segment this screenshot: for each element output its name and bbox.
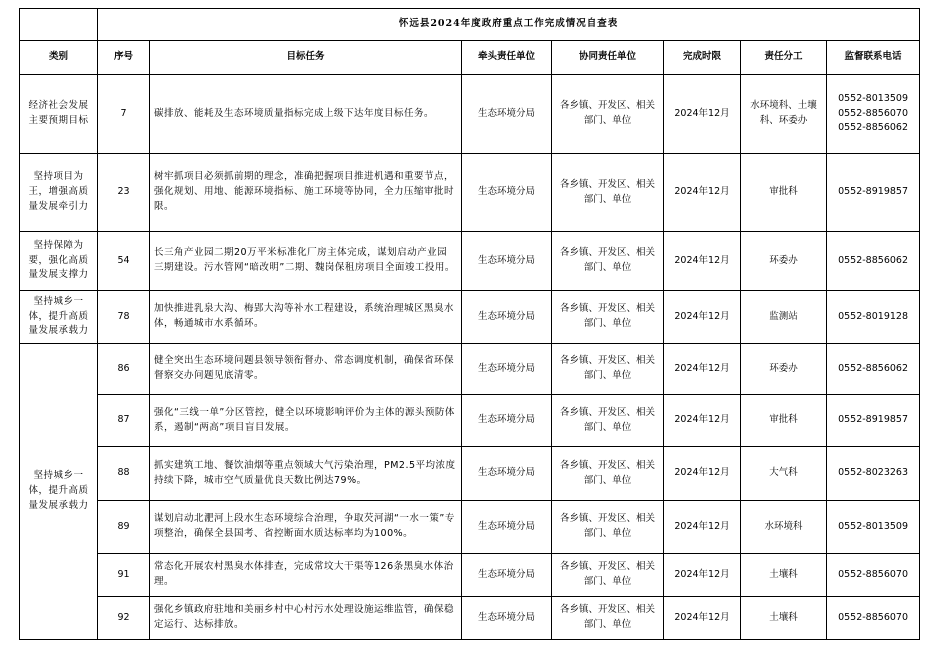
task-cell: 长三角产业园二期20万平米标准化厂房主体完成，谋划启动产业园三期建设。污水管网“暗改明”二期、魏岗保租房项目全面竣工投用。 (150, 232, 462, 291)
work-table (19, 8, 920, 640)
seq-cell: 54 (98, 232, 150, 291)
phone-cell: 0552-8023263 (827, 447, 920, 501)
title-row (20, 9, 920, 41)
deadline-cell: 2024年12月 (664, 395, 741, 447)
header-task: 目标任务 (150, 41, 462, 75)
deadline-cell: 2024年12月 (664, 154, 741, 232)
task-cell: 健全突出生态环境问题县领导领衔督办、常态调度机制，确保省环保督察交办问题见底清零。 (150, 344, 462, 395)
deadline-cell: 2024年12月 (664, 232, 741, 291)
task-cell: 加快推进乳泉大沟、梅郢大沟等补水工程建设，系统治理城区黑臭水体，畅通城市水系循环。 (150, 291, 462, 344)
task-cell: 树牢抓项目必须抓前期的理念，准确把握项目推进机遇和重要节点，强化规划、用地、能源环境指标、施工环境等协同，全力压缩审批时限。 (150, 154, 462, 232)
seq-cell: 78 (98, 291, 150, 344)
phone-cell: 0552-8013509 (827, 501, 920, 554)
table-row (20, 597, 920, 640)
header-deadline: 完成时限 (664, 41, 741, 75)
lead-unit-cell: 生态环境分局 (462, 395, 552, 447)
category-cell: 坚持项目为王，增强高质量发展牵引力 (20, 154, 98, 232)
task-cell: 强化乡镇政府驻地和美丽乡村中心村污水处理设施运维监管，确保稳定运行、达标排放。 (150, 597, 462, 640)
table-row (20, 154, 920, 232)
task-cell: 碳排放、能耗及生态环境质量指标完成上级下达年度目标任务。 (150, 75, 462, 154)
deadline-cell: 2024年12月 (664, 75, 741, 154)
seq-cell: 87 (98, 395, 150, 447)
division-cell: 大气科 (741, 447, 827, 501)
category-cell: 坚持城乡一体，提升高质量发展承载力 (20, 344, 98, 640)
table-row (20, 554, 920, 597)
division-cell: 环委办 (741, 232, 827, 291)
lead-unit-cell: 生态环境分局 (462, 344, 552, 395)
seq-cell: 7 (98, 75, 150, 154)
division-cell: 水环境科、土壤科、环委办 (741, 75, 827, 154)
task-cell: 强化“三线一单”分区管控，健全以环境影响评价为主体的源头预防体系，遏制“两高”项目盲目发展。 (150, 395, 462, 447)
header-division: 责任分工 (741, 41, 827, 75)
lead-unit-cell: 生态环境分局 (462, 154, 552, 232)
phone-cell: 0552-8856062 (827, 232, 920, 291)
lead-unit-cell: 生态环境分局 (462, 447, 552, 501)
phone-cell: 0552-8013509 0552-8856070 0552-8856062 (827, 75, 920, 154)
task-cell: 谋划启动北淝河上段水生态环境综合治理，争取芡河湖“一水一策”专项整治，确保全县国考、省控断面水质达标率均为100%。 (150, 501, 462, 554)
header-seq: 序号 (98, 41, 150, 75)
phone-cell: 0552-8856070 (827, 597, 920, 640)
co-unit-cell: 各乡镇、开发区、相关部门、单位 (552, 344, 664, 395)
task-cell: 常态化开展农村黑臭水体排查，完成常坟大干渠等126条黑臭水体治理。 (150, 554, 462, 597)
lead-unit-cell: 生态环境分局 (462, 501, 552, 554)
division-cell: 土壤科 (741, 597, 827, 640)
category-cell: 经济社会发展主要预期目标 (20, 75, 98, 154)
table-row (20, 291, 920, 344)
header-phone: 监督联系电话 (827, 41, 920, 75)
co-unit-cell: 各乡镇、开发区、相关部门、单位 (552, 447, 664, 501)
co-unit-cell: 各乡镇、开发区、相关部门、单位 (552, 154, 664, 232)
table-row (20, 344, 920, 395)
header-category: 类别 (20, 41, 98, 75)
page-title: 怀远县2024年度政府重点工作完成情况自查表 (98, 9, 920, 41)
lead-unit-cell: 生态环境分局 (462, 75, 552, 154)
co-unit-cell: 各乡镇、开发区、相关部门、单位 (552, 554, 664, 597)
task-cell: 抓实建筑工地、餐饮油烟等重点领域大气污染治理，PM2.5平均浓度持续下降，城市空气质量优良天数比例达79%。 (150, 447, 462, 501)
table-row (20, 75, 920, 154)
lead-unit-cell: 生态环境分局 (462, 554, 552, 597)
category-cell: 坚持保障为要，强化高质量发展支撑力 (20, 232, 98, 291)
co-unit-cell: 各乡镇、开发区、相关部门、单位 (552, 597, 664, 640)
co-unit-cell: 各乡镇、开发区、相关部门、单位 (552, 75, 664, 154)
seq-cell: 23 (98, 154, 150, 232)
lead-unit-cell: 生态环境分局 (462, 232, 552, 291)
category-cell: 坚持城乡一体，提升高质量发展承载力 (20, 291, 98, 344)
deadline-cell: 2024年12月 (664, 447, 741, 501)
division-cell: 审批科 (741, 395, 827, 447)
division-cell: 审批科 (741, 154, 827, 232)
phone-cell: 0552-8856070 (827, 554, 920, 597)
co-unit-cell: 各乡镇、开发区、相关部门、单位 (552, 501, 664, 554)
seq-cell: 89 (98, 501, 150, 554)
phone-cell: 0552-8856062 (827, 344, 920, 395)
division-cell: 监测站 (741, 291, 827, 344)
phone-cell: 0552-8919857 (827, 395, 920, 447)
deadline-cell: 2024年12月 (664, 501, 741, 554)
table-row (20, 232, 920, 291)
deadline-cell: 2024年12月 (664, 291, 741, 344)
phone-cell: 0552-8019128 (827, 291, 920, 344)
co-unit-cell: 各乡镇、开发区、相关部门、单位 (552, 395, 664, 447)
deadline-cell: 2024年12月 (664, 554, 741, 597)
division-cell: 土壤科 (741, 554, 827, 597)
seq-cell: 91 (98, 554, 150, 597)
seq-cell: 88 (98, 447, 150, 501)
table-row (20, 395, 920, 447)
table-row (20, 501, 920, 554)
header-row (20, 41, 920, 75)
division-cell: 环委办 (741, 344, 827, 395)
lead-unit-cell: 生态环境分局 (462, 597, 552, 640)
deadline-cell: 2024年12月 (664, 344, 741, 395)
title-blank-cell (20, 9, 98, 41)
seq-cell: 92 (98, 597, 150, 640)
phone-cell: 0552-8919857 (827, 154, 920, 232)
header-lead-unit: 牵头责任单位 (462, 41, 552, 75)
header-co-unit: 协同责任单位 (552, 41, 664, 75)
deadline-cell: 2024年12月 (664, 597, 741, 640)
table-row (20, 447, 920, 501)
co-unit-cell: 各乡镇、开发区、相关部门、单位 (552, 232, 664, 291)
seq-cell: 86 (98, 344, 150, 395)
lead-unit-cell: 生态环境分局 (462, 291, 552, 344)
co-unit-cell: 各乡镇、开发区、相关部门、单位 (552, 291, 664, 344)
division-cell: 水环境科 (741, 501, 827, 554)
